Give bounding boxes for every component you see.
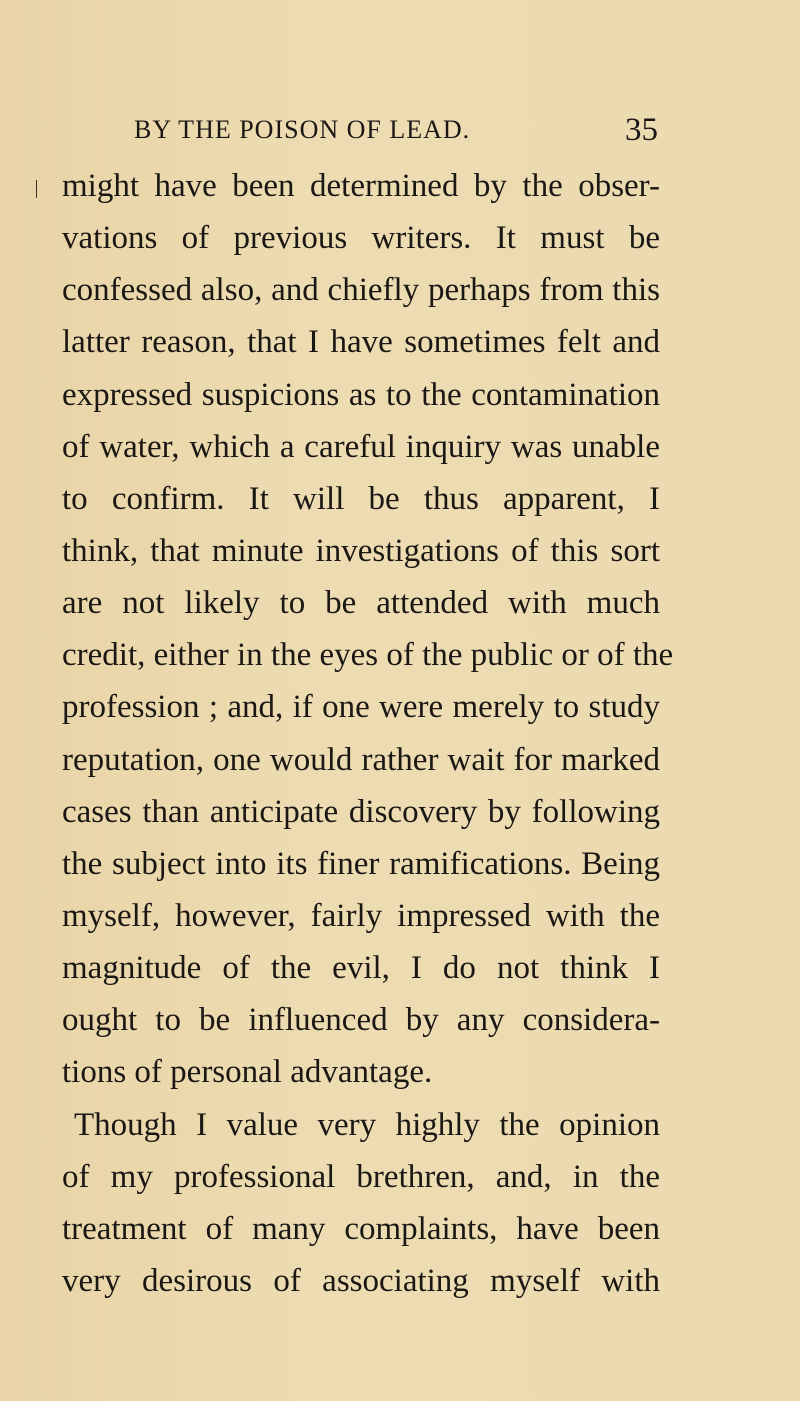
text-line-19: Though I value very highly the opinion xyxy=(74,1106,660,1143)
text-line-3: confessed also, and chiefly perhaps from this xyxy=(62,272,660,309)
text-line-4: latter reason, that I have sometimes felt and xyxy=(62,324,660,361)
text-line-20: of my professional brethren, and, in the xyxy=(62,1158,660,1195)
page-number: 35 xyxy=(625,112,658,148)
running-head xyxy=(62,110,658,150)
text-line-18: tions of personal advantage. xyxy=(62,1054,433,1091)
text-line-2: vations of previous writers. It must be xyxy=(62,220,660,257)
body-text xyxy=(62,160,674,1307)
text-line-9: are not likely to be attended with much xyxy=(62,585,660,622)
text-line-8: think, that minute investigations of this sort xyxy=(62,532,660,569)
text-line-10: credit, either in the eyes of the public or of the xyxy=(62,637,674,674)
margin-mark xyxy=(36,180,37,198)
text-line-17: ought to be influenced by any considera- xyxy=(62,1002,660,1039)
text-line-14: the subject into its finer ramifications. Being xyxy=(62,845,660,882)
text-line-16: magnitude of the evil, I do not think I xyxy=(62,950,660,987)
text-line-6: of water, which a careful inquiry was unable xyxy=(62,428,660,465)
text-line-21: treatment of many complaints, have been xyxy=(62,1210,660,1247)
text-line-15: myself, however, fairly impressed with the xyxy=(62,897,660,934)
running-title: BY THE POISON OF LEAD. xyxy=(134,115,471,144)
text-line-13: cases than anticipate discovery by following xyxy=(62,793,660,830)
text-line-5: expressed suspicions as to the contamination xyxy=(62,376,660,413)
text-line-11: profession ; and, if one were merely to study xyxy=(62,689,660,726)
text-line-7: to confirm. It will be thus apparent, I xyxy=(62,480,660,517)
text-line-22: very desirous of associating myself with xyxy=(62,1262,660,1299)
text-line-12: reputation, one would rather wait for marked xyxy=(62,741,660,778)
text-line-1: might have been determined by the obser- xyxy=(62,168,660,204)
